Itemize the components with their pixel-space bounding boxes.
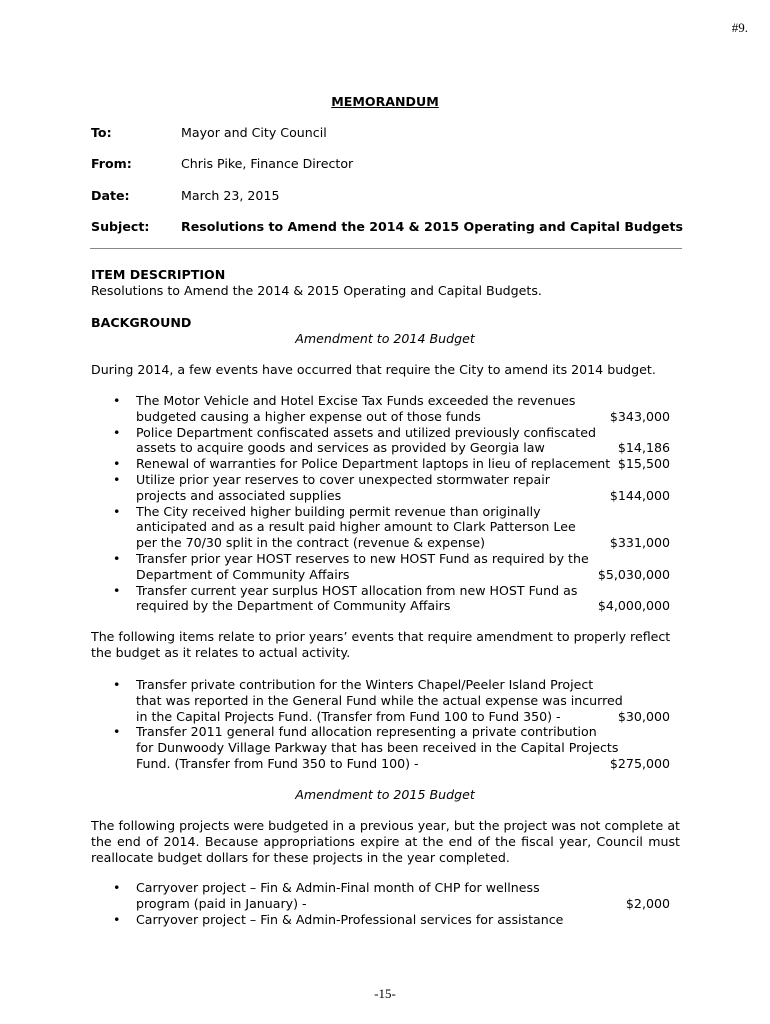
item-text: Police Department confiscated assets and utilized previously confiscated	[136, 424, 596, 440]
item-amount: $5,030,000	[597, 566, 670, 582]
bullet-icon: •	[113, 503, 121, 519]
item-text: projects and associated supplies	[136, 487, 342, 503]
subject-label: Subject:	[91, 219, 150, 234]
subject-value: Resolutions to Amend the 2014 & 2015 Operating and Capital Budgets	[181, 219, 683, 234]
item-description-text: Resolutions to Amend the 2014 & 2015 Operating and Capital Budgets.	[91, 283, 542, 298]
amendment-2014-heading: Amendment to 2014 Budget	[295, 331, 475, 346]
to-value: Mayor and City Council	[181, 125, 327, 140]
item-text: Transfer current year surplus HOST allocation from new HOST Fund as	[136, 582, 578, 598]
bullet-icon: •	[113, 724, 121, 740]
item-description-heading: ITEM DESCRIPTION	[91, 267, 226, 282]
item-amount: $2,000	[625, 895, 670, 911]
item-text: Carryover project – Fin & Admin-Professional services for assistance	[136, 911, 564, 927]
item-text: budgeted causing a higher expense out of those funds	[136, 408, 481, 424]
intro-2015: The following projects were budgeted in a previous year, but the project was not complete at the end of 2014. Because appropriations expire at the end of the fiscal year, Council must reallocate budget dollars for these projects in the year completed.	[91, 818, 680, 865]
item-amount: $275,000	[609, 755, 670, 771]
background-heading: BACKGROUND	[91, 315, 192, 330]
bullet-icon: •	[113, 456, 121, 472]
page-tag: #9.	[731, 20, 748, 35]
bullet-icon: •	[113, 677, 121, 692]
item-text: Transfer private contribution for the Winters Chapel/Peeler Island Project	[136, 677, 594, 692]
header-divider	[90, 248, 682, 249]
item-text: required by the Department of Community Affairs	[136, 598, 451, 614]
item-amount: $30,000	[617, 708, 670, 724]
item-text: for Dunwoody Village Parkway that has been received in the Capital Projects	[136, 740, 619, 756]
from-value: Chris Pike, Finance Director	[181, 156, 354, 171]
prior-years-intro: The following items relate to prior years’ events that require amendment to properly reflect the budget as it relates to actual activity.	[91, 629, 671, 660]
intro-2014: During 2014, a few events have occurred that require the City to amend its 2014 budget.	[91, 362, 656, 377]
bullet-icon: •	[113, 472, 121, 487]
item-amount: $331,000	[609, 535, 670, 551]
item-amount: $15,500	[617, 456, 670, 472]
item-text: Fund. (Transfer from Fund 350 to Fund 100) -	[136, 755, 419, 771]
item-text: per the 70/30 split in the contract (revenue & expense)	[136, 535, 486, 551]
memo-title: MEMORANDUM	[331, 94, 439, 109]
from-label: From:	[91, 156, 132, 171]
item-text: that was reported in the General Fund while the actual expense was incurred	[136, 692, 623, 708]
bullet-icon: •	[113, 393, 121, 408]
item-text: in the Capital Projects Fund. (Transfer from Fund 100 to Fund 350) -	[136, 708, 561, 724]
item-amount: $343,000	[609, 408, 670, 424]
item-text: anticipated and as a result paid higher amount to Clark Patterson Lee	[136, 519, 576, 535]
page-number: -15-	[374, 986, 396, 1001]
bullet-icon: •	[113, 424, 121, 440]
date-value: March 23, 2015	[181, 188, 280, 203]
amendment-2015-heading: Amendment to 2015 Budget	[295, 787, 475, 802]
item-text: The Motor Vehicle and Hotel Excise Tax Funds exceeded the revenues	[136, 393, 576, 408]
bullet-icon: •	[113, 911, 121, 927]
item-amount: $144,000	[609, 487, 670, 503]
item-text: assets to acquire goods and services as provided by Georgia law	[136, 440, 545, 456]
bullet-icon: •	[113, 880, 121, 895]
item-text: The City received higher building permit revenue than originally	[136, 503, 541, 519]
item-text: Carryover project – Fin & Admin-Final month of CHP for wellness	[136, 880, 540, 895]
item-amount: $14,186	[617, 440, 670, 456]
item-text: Transfer 2011 general fund allocation representing a private contribution	[136, 724, 597, 740]
bullet-icon: •	[113, 582, 121, 598]
date-label: Date:	[91, 188, 130, 203]
item-text: program (paid in January) -	[136, 895, 307, 911]
item-text: Transfer prior year HOST reserves to new HOST Fund as required by the	[136, 551, 589, 566]
to-label: To:	[91, 125, 112, 140]
item-text: Department of Community Affairs	[136, 566, 350, 582]
item-text: Utilize prior year reserves to cover unexpected stormwater repair	[136, 472, 550, 487]
bullet-icon: •	[113, 551, 121, 566]
item-amount: $4,000,000	[597, 598, 670, 614]
item-text: Renewal of warranties for Police Department laptops in lieu of replacement	[136, 456, 611, 472]
